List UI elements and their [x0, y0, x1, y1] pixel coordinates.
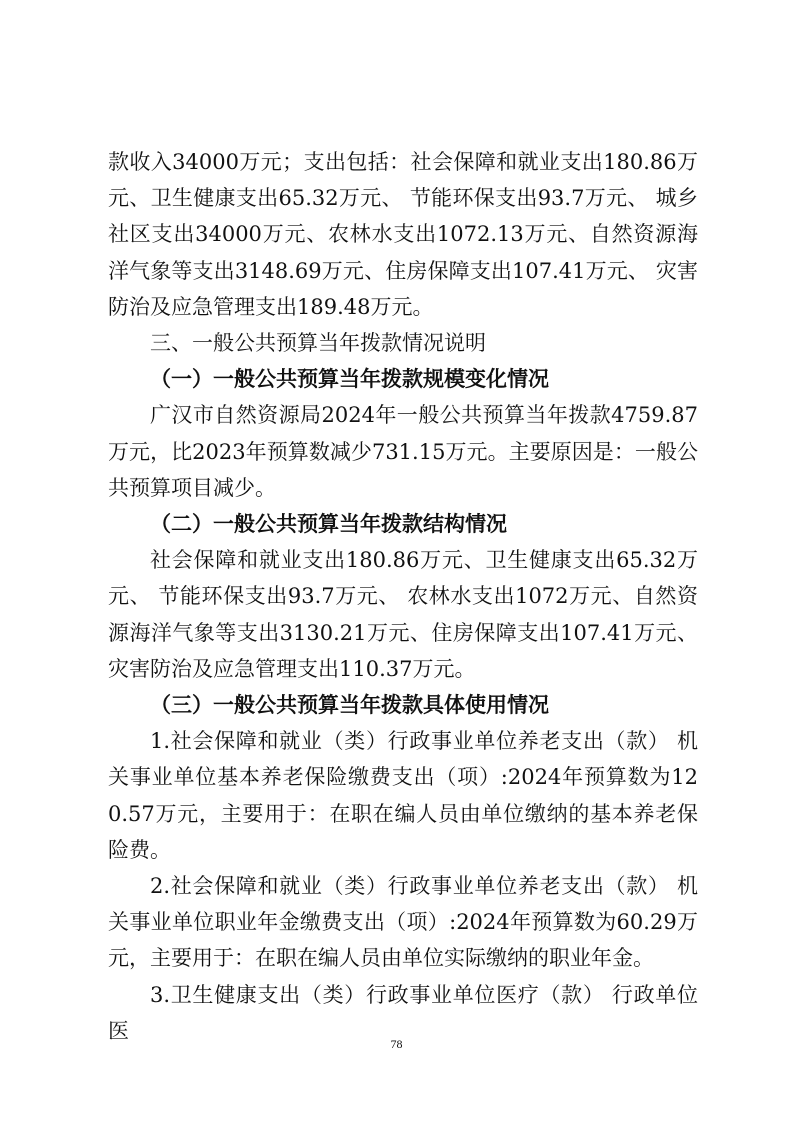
document-body [108, 144, 698, 1049]
paragraph-expenditure-summary: 款收入34000万元；支出包括：社会保障和就业支出180.86万元、卫生健康支出65.32万元、 节能环保支出93.7万元、 城乡社区支出34000万元、农林水支出1072.13万元、自然资源海洋气象等支出3148.69万元、住房保障支出107.41万元、 灾害防治及应急管理支出189.48万元。 [108, 150, 698, 319]
paragraph-item-1: 1.社会保障和就业（类）行政事业单位养老支出（款） 机关事业单位基本养老保险缴费支出（项）:2024年预算数为120.57万元，主要用于：在职在编人员由单位缴纳的基本养老保险费。 [108, 729, 698, 862]
paragraph-structure: 社会保障和就业支出180.86万元、卫生健康支出65.32万元、 节能环保支出93.7万元、 农林水支出1072万元、自然资源海洋气象等支出3130.21万元、住房保障支出107.41万元、灾害防治及应急管理支出110.37万元。 [108, 548, 698, 681]
page-number: 78 [390, 1037, 403, 1051]
paragraph-item-2: 2.社会保障和就业（类）行政事业单位养老支出（款） 机关事业单位职业年金缴费支出（项）:2024年预算数为60.29万元，主要用于：在职在编人员由单位实际缴纳的职业年金。 [108, 874, 698, 971]
sub-heading-scale-change: （一）一般公共预算当年拨款规模变化情况 [150, 366, 549, 392]
section-heading-3: 三、一般公共预算当年拨款情况说明 [150, 331, 486, 356]
paragraph-scale-change: 广汉市自然资源局2024年一般公共预算当年拨款4759.87万元，比2023年预算数减少731.15万元。主要原因是：一般公共预算项目减少。 [108, 403, 698, 500]
sub-heading-specific-use: （三）一般公共预算当年拨款具体使用情况 [150, 692, 549, 718]
sub-heading-structure: （二）一般公共预算当年拨款结构情况 [150, 511, 507, 537]
paragraph-item-3: 3.卫生健康支出（类）行政事业单位医疗（款） 行政单位医 [108, 982, 698, 1043]
